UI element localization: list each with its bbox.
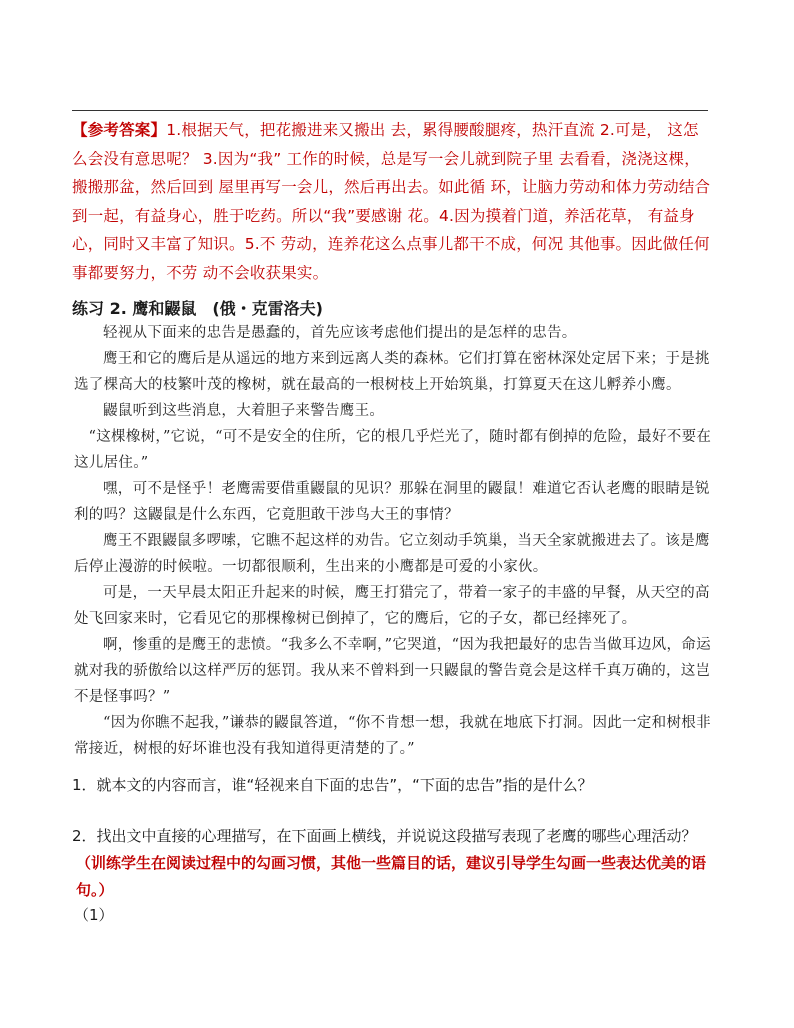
question-2: 2．找出文中直接的心理描写，在下面画上横线，并说说这段描写表现了老鹰的哪些心理活动？: [72, 827, 697, 845]
story-text: [74, 320, 720, 762]
story-paragraph: 鹰王和它的鹰后是从遥远的地方来到远离人类的森林。它们打算在密林深处定居下来；于是挑选了棵高大的枝繁叶茂的橡树，就在最高的一根树枝上开始筑巢，打算夏天在这儿孵养小鹰。: [74, 351, 710, 393]
story-paragraph: “因为你瞧不起我，”谦恭的鼹鼠答道，“你不肯想一想，我就在地底下打洞。因此一定和树根非常接近，树根的好坏谁也没有我知道得更清楚的了。”: [74, 715, 711, 757]
exercise-title: 练习 2. 鹰和鼹鼠 (俄・克雷洛夫): [72, 299, 323, 318]
story-paragraph: 鹰王不跟鼹鼠多啰嗦，它瞧不起这样的劝告。它立刻动手筑巢，当天全家就搬进去了。该是鹰后停止漫游的时候啦。一切都很顺利，生出来的小鹰都是可爱的小家伙。: [74, 533, 710, 575]
story-paragraph: 嘿，可不是怪乎！老鹰需要借重鼹鼠的见识？那躲在洞里的鼹鼠！难道它否认老鹰的眼睛是锐利的吗？这鼹鼠是什么东西，它竟胆敢干涉鸟大王的事情？: [74, 481, 710, 523]
story-paragraph: 轻视从下面来的忠告是愚蠢的，首先应该考虑他们提出的是怎样的忠告。: [103, 325, 577, 341]
answer-item-1: （1）: [74, 906, 114, 924]
answer-text: 1.根据天气，把花搬进来又搬出 去，累得腰酸腿疼，热汗直流 2.可是， 这怎么会没有意思呢？ 3.因为“我” 工作的时候，总是写一会儿就到院子里 去看看，浇浇这棵，搬搬那盆，然后回到 屋里再写一会儿，然后再出去。如此循 环，让脑力劳动和体力劳动结合到一起，有益身心，胜于吃药。所以“我”要感谢 花。4.因为摸着门道，养活花草， 有益身心，同时又丰富了知识。5.不 劳动，连养花这么点事儿都干不成，何况 其他事。因此做任何事都要努力，不劳 动不会收获果实。: [72, 121, 711, 282]
story-paragraph: “这棵橡树，”它说，“可不是安全的住所，它的根几乎烂光了，随时都有倒掉的危险，最好不要在这儿居住。”: [74, 429, 712, 471]
story-paragraph: 啊，惨重的是鹰王的悲愤。“我多么不幸啊，”它哭道，“因为我把最好的忠告当做耳边风，命运就对我的骄傲给以这样严厉的惩罚。我从来不曾料到一只鼹鼠的警告竟会是这样千真万确的，这岂不是怪事吗？”: [74, 637, 711, 705]
question-1: 1．就本文的内容而言，谁“轻视来自下面的忠告”，“下面的忠告”指的是什么？: [72, 776, 593, 794]
reference-answer: [72, 116, 712, 287]
story-paragraph: 可是，一天早晨太阳正升起来的时候，鹰王打猎完了，带着一家子的丰盛的早餐，从天空的高处飞回家来时，它看见它的那棵橡树已倒掉了，它的鹰后，它的子女，都已经摔死了。: [74, 585, 710, 627]
teaching-note: （训练学生在阅读过程中的勾画习惯，其他一些篇目的话，建议引导学生勾画一些表达优美的语句。）: [76, 854, 707, 899]
answer-tag: 【参考答案】: [72, 121, 167, 139]
story-paragraph: 鼹鼠听到这些消息，大着胆子来警告鹰王。: [103, 403, 385, 419]
header-divider: [72, 110, 708, 111]
